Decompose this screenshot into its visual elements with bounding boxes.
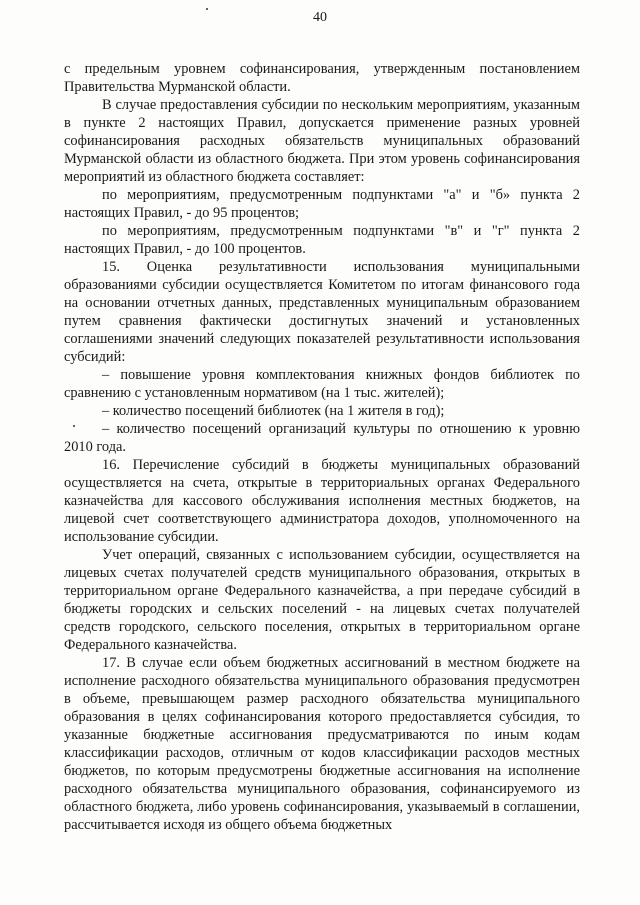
paragraph-cofinancing-95: по мероприятиям, предусмотренным подпунктами "а" и "б» пункта 2 настоящих Правил, - до 95 процентов; [64,187,580,221]
paragraph-item-17: 17. В случае если объем бюджетных ассигнований в местном бюджете на исполнение расходного обязательства муниципального образования предусмотрен в объеме, превышающем размер расходного обязательства муниципального образования в целях софинансирования которого предоставляется субсидия, то указанные бюджетные ассигнования предусматриваются по иным кодам классификации расходов, отличным от кодов классификации расходов местных бюджетов, по которым предусмотрены бюджетные ассигнования на исполнение расходного обязательства муниципального образования, софинансируемого из областного бюджета, либо уровень софинансирования, указываемый в соглашении, рассчитывается исходя из общего объема бюджетных [64,655,580,833]
paragraph-continuation: с предельным уровнем софинансирования, утвержденным постановлением Правительства Мурманской области. [64,61,580,95]
paragraph-cofinancing-levels: В случае предоставления субсидии по нескольким мероприятиям, указанным в пункте 2 настоящих Правил, допускается применение разных уровней софинансирования расходных обязательств муниципальных образований Мурманской области из областного бюджета. При этом уровень софинансирования мероприятий из областного бюджета составляет: [64,97,580,185]
page-number: 40 [313,10,327,25]
paragraph-accounting: Учет операций, связанных с использованием субсидии, осуществляется на лицевых счетах получателей средств муниципального образования, открытых в территориальном органе Федерального казначейства, а при передаче субсидий в бюджеты городских и сельских поселений - на лицевых счетах получателей средств городского, сельского поселения, открытых в территориальном органе Федерального казначейства. [64,547,580,653]
indicator-item: – повышение уровня комплектования книжных фондов библиотек по сравнению с установленным нормативом (на 1 тыс. жителей); [64,367,580,401]
scan-speck [206,8,208,10]
indicator-item: – количество посещений организаций культуры по отношению к уровню 2010 года. [64,421,580,455]
indicator-item: – количество посещений библиотек (на 1 жителя в год); [102,403,445,419]
paragraph-cofinancing-100: по мероприятиям, предусмотренным подпунктами "в" и "г" пункта 2 настоящих Правил, - до 100 процентов. [64,223,580,257]
paragraph-item-16: 16. Перечисление субсидий в бюджеты муниципальных образований осуществляется на счета, открытые в территориальных органах Федерального казначейства для кассового обслуживания исполнения местных бюджетов, на лицевой счет соответствующего администратора доходов, уполномоченного на использование субсидии. [64,457,580,545]
paragraph-item-15: 15. Оценка результативности использования муниципальными образованиями субсидии осуществляется Комитетом по итогам финансового года на основании отчетных данных, представленных муниципальным образованием путем сравнения фактически достигнутых значений и установленных соглашениями значений следующих показателей результативности использования субсидий: [64,259,580,365]
document-body [64,60,580,834]
